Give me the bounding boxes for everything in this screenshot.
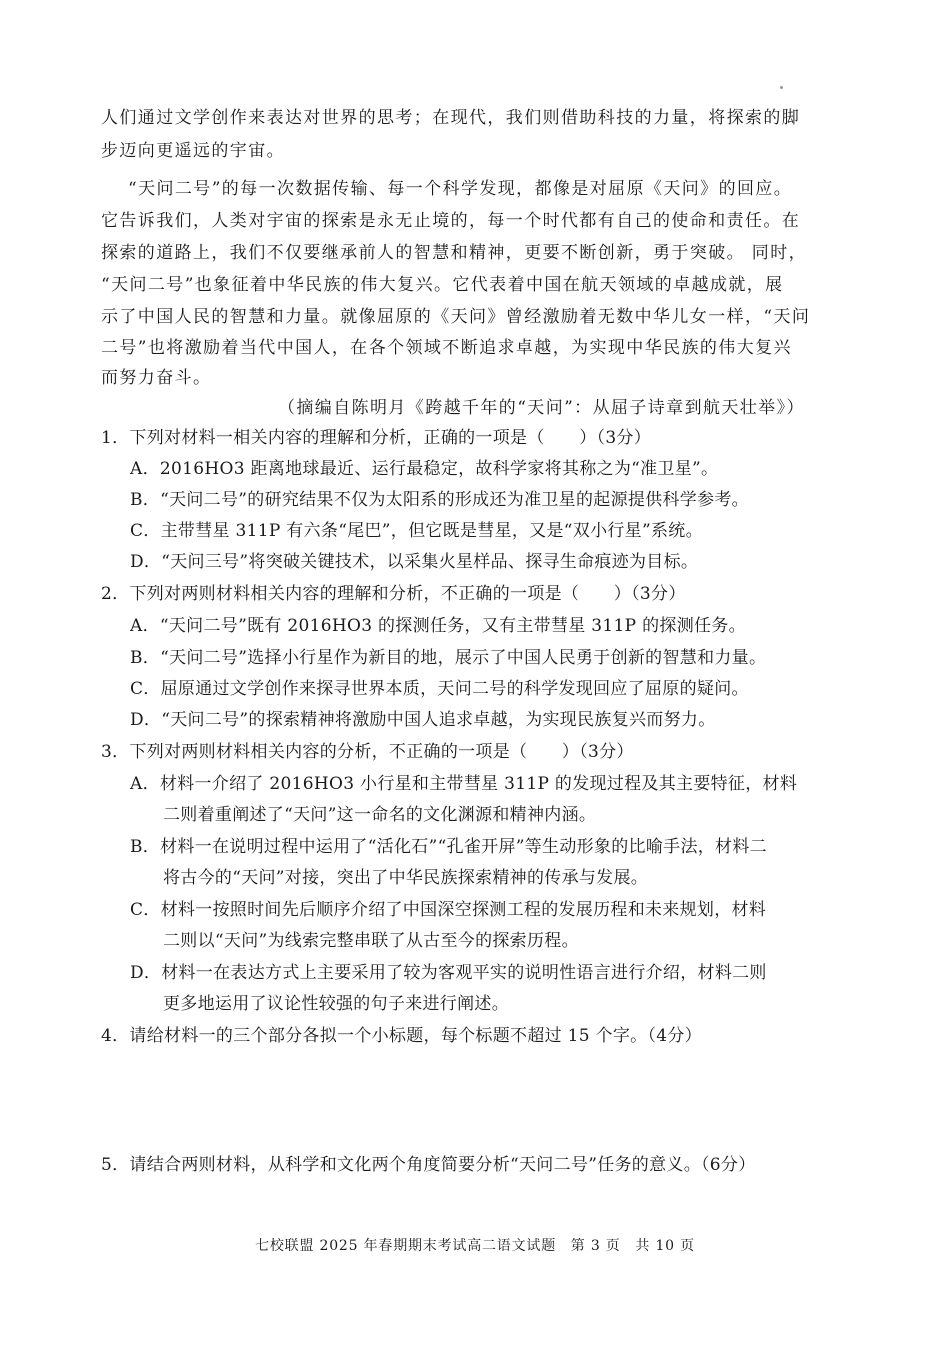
option-d-cont: 更多地运用了议论性较强的句子来进行阐述。	[163, 994, 509, 1014]
page-footer: 七校联盟 2025 年春期期末考试高二语文试题 第 3 页 共 10 页	[255, 1238, 695, 1254]
question-stem: 2．下列对两则材料相关内容的理解和分析，不正确的一项是（ ）（3分）	[101, 584, 686, 604]
question-stem: 3．下列对两则材料相关内容的分析，不正确的一项是（ ）（3分）	[101, 742, 634, 762]
option-d: D．材料一在表达方式上主要采用了较为客观平实的说明性语言进行介绍，材料二则	[130, 963, 767, 983]
question-stem: 4．请给材料一的三个部分各拟一个小标题，每个标题不超过 15 个字。（4分）	[101, 1026, 702, 1046]
passage-line: 二号”也将激励着当代中国人，在各个领域不断追求卓越，为实现中华民族的伟大复兴	[101, 338, 792, 358]
passage-line: 而努力奋斗。	[101, 368, 212, 388]
passage-line: 示了中国人民的智慧和力量。就像屈原的《天问》曾经激励着无数中华儿女一样，“天问	[101, 307, 811, 327]
option-a: A．材料一介绍了 2016HO3 小行星和主带彗星 311P 的发现过程及其主要特征，材料	[130, 774, 798, 794]
option-a: A．“天问二号”既有 2016HO3 的探测任务，又有主带彗星 311P 的探测任务。	[130, 616, 746, 636]
option-a-cont: 二则着重阐述了“天问”这一命名的文化渊源和精神内涵。	[163, 805, 597, 825]
option-c: C．材料一按照时间先后顺序介绍了中国深空探测工程的发展历程和未来规划，材料	[130, 900, 767, 920]
option-c-cont: 二则以“天问”为线索完整串联了从古至今的探索历程。	[163, 931, 579, 951]
passage-line: “天问二号”也象征着中华民族的伟大复兴。它代表着中国在航天领域的卓越成就，展	[101, 275, 784, 295]
passage-line: 探索的道路上，我们不仅要继承前人的智慧和精神，更要不断创新，勇于突破。 同时，	[101, 243, 808, 263]
option-d: D．“天问三号”将突破关键技术，以采集火星样品、探寻生命痕迹为目标。	[130, 552, 699, 572]
passage-line: 人们通过文学创作来表达对世界的思考；在现代，我们则借助科技的力量，将探索的脚	[101, 108, 801, 128]
option-b-cont: 将古今的“天问”对接，突出了中华民族探索精神的传承与发展。	[163, 868, 649, 888]
scan-speck	[780, 86, 783, 89]
option-b: B．“天问二号”选择小行星作为新目的地，展示了中国人民勇于创新的智慧和力量。	[130, 648, 767, 668]
passage-line: 它告诉我们，人类对宇宙的探索是永无止境的，每一个时代都有自己的使命和责任。在	[101, 211, 801, 231]
option-b: B．材料一在说明过程中运用了“活化石”“孔雀开屏”等生动形象的比喻手法，材料二	[130, 837, 767, 857]
passage-line: 步迈向更遥远的宇宙。	[101, 141, 285, 161]
option-a: A．2016HO3 距离地球最近、运行最稳定，故科学家将其称之为“准卫星”。	[130, 459, 719, 479]
option-c: C．主带彗星 311P 有六条“尾巴”，但它既是彗星，又是“双小行星”系统。	[130, 521, 703, 541]
passage-source: （摘编自陈明月《跨越千年的“天问”：从屈子诗章到航天壮举》）	[278, 398, 805, 418]
passage-line: “天问二号”的每一次数据传输、每一个科学发现，都像是对屈原《天问》的回应。	[128, 179, 793, 199]
option-d: D．“天问二号”的探索精神将激励中国人追求卓越，为实现民族复兴而努力。	[130, 710, 716, 730]
option-b: B．“天问二号”的研究结果不仅为太阳系的形成还为准卫星的起源提供科学参考。	[130, 490, 749, 510]
option-c: C．屈原通过文学创作来探寻世界本质，天问二号的科学发现回应了屈原的疑问。	[130, 679, 749, 699]
question-stem: 1．下列对材料一相关内容的理解和分析，正确的一项是（ ）（3分）	[101, 428, 652, 448]
question-stem: 5．请结合两则材料，从科学和文化两个角度简要分析“天问二号”任务的意义。（6分）	[101, 1155, 756, 1175]
